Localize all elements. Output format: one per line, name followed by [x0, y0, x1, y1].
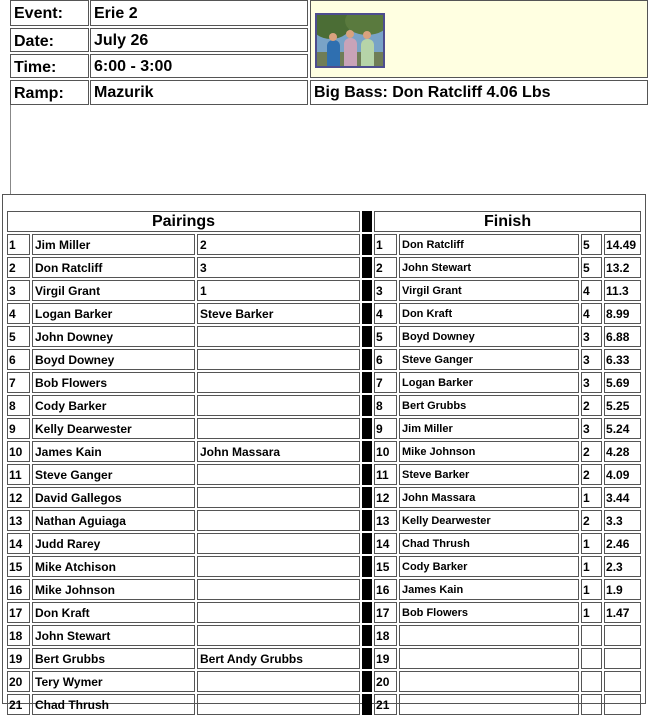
finish-weight: 4.09	[604, 464, 641, 485]
pairing-number: 1	[7, 234, 30, 255]
finish-fish-count: 1	[581, 487, 602, 508]
event-label: Event:	[10, 0, 89, 26]
table-row	[7, 510, 641, 531]
finish-fish-count: 1	[581, 533, 602, 554]
pairing-partner	[197, 556, 360, 577]
finish-place: 19	[374, 648, 397, 669]
pairing-angler: Steve Ganger	[32, 464, 195, 485]
finish-fish-count: 5	[581, 257, 602, 278]
pairing-number: 15	[7, 556, 30, 577]
pairing-number: 10	[7, 441, 30, 462]
pairing-partner: 1	[197, 280, 360, 301]
table-row	[7, 694, 641, 715]
finish-fish-count: 1	[581, 556, 602, 577]
date-value: July 26	[90, 28, 308, 52]
finish-weight: 3.44	[604, 487, 641, 508]
pairing-number: 18	[7, 625, 30, 646]
pairing-angler: Jim Miller	[32, 234, 195, 255]
column-separator	[362, 510, 372, 531]
pairing-partner: John Massara	[197, 441, 360, 462]
table-row	[7, 579, 641, 600]
ramp-value: Mazurik	[90, 80, 308, 105]
column-separator	[362, 234, 372, 255]
finish-place: 10	[374, 441, 397, 462]
column-separator	[362, 625, 372, 646]
finish-angler: James Kain	[399, 579, 579, 600]
finish-weight	[604, 694, 641, 715]
finish-place: 15	[374, 556, 397, 577]
pairing-angler: Bert Grubbs	[32, 648, 195, 669]
table-row	[7, 464, 641, 485]
table-row	[7, 303, 641, 324]
finish-fish-count: 4	[581, 303, 602, 324]
finish-angler: Jim Miller	[399, 418, 579, 439]
finish-angler: Steve Barker	[399, 464, 579, 485]
finish-place: 17	[374, 602, 397, 623]
finish-place: 1	[374, 234, 397, 255]
big-bass-text: Big Bass: Don Ratcliff 4.06 Lbs	[310, 80, 648, 105]
finish-place: 5	[374, 326, 397, 347]
pairing-angler: Virgil Grant	[32, 280, 195, 301]
finish-place: 14	[374, 533, 397, 554]
finish-place: 12	[374, 487, 397, 508]
column-separator	[362, 280, 372, 301]
column-separator	[362, 648, 372, 669]
finish-header: Finish	[374, 211, 641, 232]
finish-weight: 6.88	[604, 326, 641, 347]
finish-fish-count: 3	[581, 418, 602, 439]
column-separator	[362, 464, 372, 485]
pairing-angler: Judd Rarey	[32, 533, 195, 554]
pairing-partner	[197, 464, 360, 485]
table-row	[7, 418, 641, 439]
table-row	[7, 257, 641, 278]
finish-fish-count: 5	[581, 234, 602, 255]
pairing-angler: Don Kraft	[32, 602, 195, 623]
table-row	[7, 671, 641, 692]
pairing-angler: John Downey	[32, 326, 195, 347]
finish-place: 16	[374, 579, 397, 600]
pairing-number: 17	[7, 602, 30, 623]
pairing-angler: Kelly Dearwester	[32, 418, 195, 439]
finish-weight: 5.25	[604, 395, 641, 416]
finish-place: 6	[374, 349, 397, 370]
pairing-partner	[197, 326, 360, 347]
finish-angler: Kelly Dearwester	[399, 510, 579, 531]
date-label: Date:	[10, 28, 89, 52]
finish-place: 11	[374, 464, 397, 485]
ramp-label: Ramp:	[10, 80, 89, 105]
finish-weight	[604, 625, 641, 646]
pairing-partner	[197, 372, 360, 393]
finish-angler: Don Ratcliff	[399, 234, 579, 255]
pairing-number: 21	[7, 694, 30, 715]
pairing-partner	[197, 533, 360, 554]
column-separator	[362, 602, 372, 623]
column-separator	[362, 694, 372, 715]
pairing-angler: David Gallegos	[32, 487, 195, 508]
pairing-number: 19	[7, 648, 30, 669]
finish-angler: Steve Ganger	[399, 349, 579, 370]
pairing-partner: 2	[197, 234, 360, 255]
pairing-angler: Logan Barker	[32, 303, 195, 324]
finish-place: 9	[374, 418, 397, 439]
finish-place: 13	[374, 510, 397, 531]
finish-weight: 5.69	[604, 372, 641, 393]
finish-weight	[604, 671, 641, 692]
pairing-number: 12	[7, 487, 30, 508]
column-separator	[362, 487, 372, 508]
column-separator	[362, 257, 372, 278]
time-label: Time:	[10, 54, 89, 78]
finish-fish-count: 2	[581, 464, 602, 485]
pairing-number: 13	[7, 510, 30, 531]
header-row	[7, 211, 641, 232]
finish-fish-count: 2	[581, 510, 602, 531]
pairing-angler: James Kain	[32, 441, 195, 462]
table-row	[7, 602, 641, 623]
event-info-table	[10, 0, 648, 105]
pairing-partner: Bert Andy Grubbs	[197, 648, 360, 669]
column-separator	[362, 211, 372, 232]
finish-place: 4	[374, 303, 397, 324]
finish-fish-count: 3	[581, 326, 602, 347]
table-row	[7, 372, 641, 393]
column-separator	[362, 326, 372, 347]
pairing-number: 9	[7, 418, 30, 439]
pairing-partner	[197, 694, 360, 715]
pairing-angler: Boyd Downey	[32, 349, 195, 370]
finish-place: 3	[374, 280, 397, 301]
winners-photo-icon[interactable]	[315, 13, 385, 68]
finish-angler: Chad Thrush	[399, 533, 579, 554]
finish-fish-count	[581, 625, 602, 646]
pairing-number: 4	[7, 303, 30, 324]
column-separator	[362, 395, 372, 416]
time-value: 6:00 - 3:00	[90, 54, 308, 78]
pairing-number: 3	[7, 280, 30, 301]
pairing-number: 7	[7, 372, 30, 393]
table-row	[7, 648, 641, 669]
finish-fish-count	[581, 694, 602, 715]
column-separator	[362, 533, 372, 554]
finish-fish-count: 1	[581, 579, 602, 600]
table-row	[7, 487, 641, 508]
photo-panel	[310, 0, 648, 78]
finish-weight: 14.49	[604, 234, 641, 255]
pairings-header: Pairings	[7, 211, 360, 232]
pairing-angler: Tery Wymer	[32, 671, 195, 692]
table-row	[7, 349, 641, 370]
finish-fish-count: 2	[581, 441, 602, 462]
finish-fish-count: 1	[581, 602, 602, 623]
table-row	[7, 395, 641, 416]
finish-place: 8	[374, 395, 397, 416]
finish-place: 2	[374, 257, 397, 278]
finish-fish-count: 4	[581, 280, 602, 301]
results-frame	[2, 194, 646, 712]
finish-place: 21	[374, 694, 397, 715]
finish-angler	[399, 625, 579, 646]
finish-place: 20	[374, 671, 397, 692]
table-row	[7, 234, 641, 255]
finish-angler: Bob Flowers	[399, 602, 579, 623]
pairing-partner	[197, 579, 360, 600]
pairing-partner	[197, 349, 360, 370]
finish-place: 7	[374, 372, 397, 393]
table-row	[7, 326, 641, 347]
table-row	[7, 280, 641, 301]
pairing-number: 20	[7, 671, 30, 692]
pairing-angler: Mike Johnson	[32, 579, 195, 600]
pairing-number: 8	[7, 395, 30, 416]
pairing-angler: Mike Atchison	[32, 556, 195, 577]
finish-weight: 1.9	[604, 579, 641, 600]
finish-angler: Bert Grubbs	[399, 395, 579, 416]
table-row	[7, 533, 641, 554]
pairing-angler: Don Ratcliff	[32, 257, 195, 278]
pairing-number: 14	[7, 533, 30, 554]
column-separator	[362, 441, 372, 462]
finish-fish-count	[581, 648, 602, 669]
results-body	[7, 211, 641, 715]
pairing-number: 6	[7, 349, 30, 370]
finish-weight: 13.2	[604, 257, 641, 278]
finish-weight	[604, 648, 641, 669]
finish-angler	[399, 671, 579, 692]
finish-angler: Cody Barker	[399, 556, 579, 577]
table-row	[7, 441, 641, 462]
pairing-partner	[197, 602, 360, 623]
table-row	[7, 556, 641, 577]
finish-place: 18	[374, 625, 397, 646]
pairing-partner	[197, 671, 360, 692]
finish-angler: Boyd Downey	[399, 326, 579, 347]
pairing-number: 16	[7, 579, 30, 600]
pairing-partner	[197, 395, 360, 416]
finish-angler: John Massara	[399, 487, 579, 508]
finish-weight: 4.28	[604, 441, 641, 462]
finish-weight: 2.3	[604, 556, 641, 577]
finish-angler	[399, 648, 579, 669]
column-separator	[362, 556, 372, 577]
finish-angler	[399, 694, 579, 715]
pairing-partner	[197, 418, 360, 439]
pairing-angler: Cody Barker	[32, 395, 195, 416]
pairing-number: 5	[7, 326, 30, 347]
finish-fish-count: 3	[581, 349, 602, 370]
column-separator	[362, 303, 372, 324]
pairing-angler: John Stewart	[32, 625, 195, 646]
column-separator	[362, 418, 372, 439]
finish-angler: John Stewart	[399, 257, 579, 278]
column-separator	[362, 671, 372, 692]
finish-fish-count: 3	[581, 372, 602, 393]
column-separator	[362, 349, 372, 370]
column-separator	[362, 579, 372, 600]
finish-weight: 2.46	[604, 533, 641, 554]
pairing-number: 11	[7, 464, 30, 485]
divider-line	[10, 105, 11, 195]
finish-fish-count	[581, 671, 602, 692]
finish-angler: Logan Barker	[399, 372, 579, 393]
pairing-partner	[197, 487, 360, 508]
pairing-angler: Bob Flowers	[32, 372, 195, 393]
pairing-angler: Nathan Aguiaga	[32, 510, 195, 531]
finish-angler: Don Kraft	[399, 303, 579, 324]
finish-weight: 11.3	[604, 280, 641, 301]
finish-weight: 1.47	[604, 602, 641, 623]
pairing-partner	[197, 625, 360, 646]
column-separator	[362, 372, 372, 393]
pairing-number: 2	[7, 257, 30, 278]
finish-fish-count: 2	[581, 395, 602, 416]
results-table	[5, 209, 643, 717]
pairing-partner: 3	[197, 257, 360, 278]
event-value: Erie 2	[90, 0, 308, 26]
finish-angler: Virgil Grant	[399, 280, 579, 301]
finish-weight: 3.3	[604, 510, 641, 531]
pairing-partner: Steve Barker	[197, 303, 360, 324]
finish-weight: 5.24	[604, 418, 641, 439]
finish-weight: 6.33	[604, 349, 641, 370]
finish-angler: Mike Johnson	[399, 441, 579, 462]
table-row	[7, 625, 641, 646]
pairing-partner	[197, 510, 360, 531]
pairing-angler: Chad Thrush	[32, 694, 195, 715]
finish-weight: 8.99	[604, 303, 641, 324]
